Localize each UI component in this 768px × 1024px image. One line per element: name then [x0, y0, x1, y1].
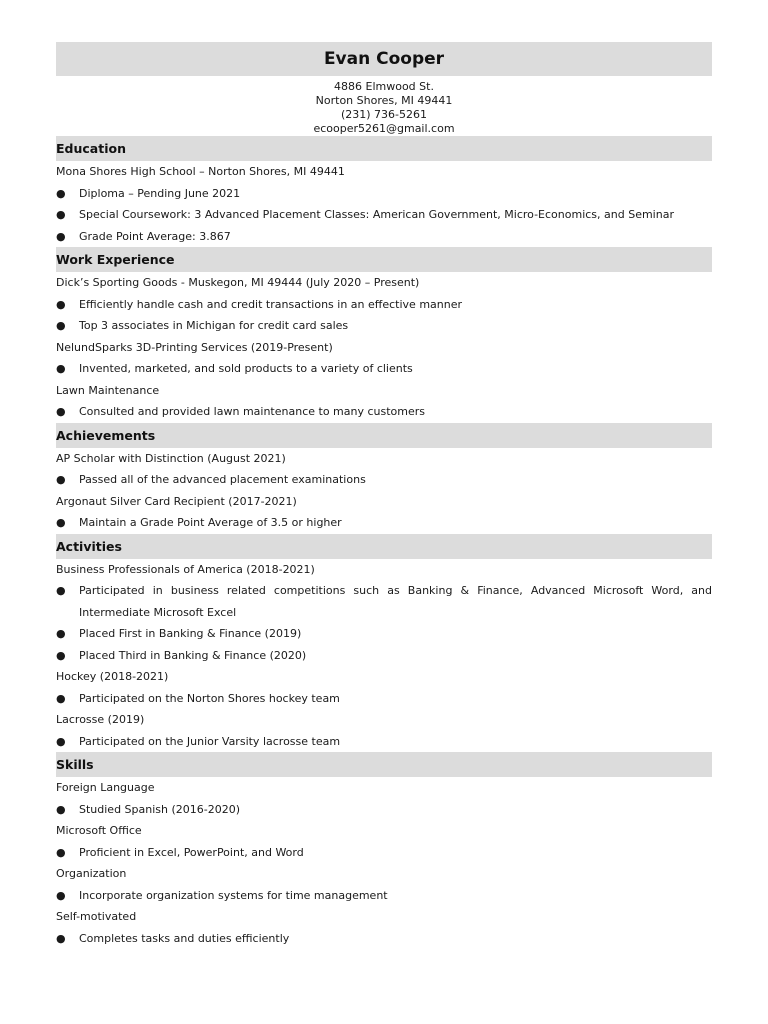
resume-page — [56, 42, 712, 949]
entry-title: Foreign Language — [56, 781, 155, 794]
entry-title: Business Professionals of America (2018-2021) — [56, 562, 315, 576]
list-item: ● Consulted and provided lawn maintenance to many customers — [56, 401, 712, 423]
list-item: ● Efficiently handle cash and credit transactions in an effective manner — [56, 294, 712, 316]
list-item: ● Special Coursework: 3 Advanced Placement Classes: American Government, Micro-Economics, and Seminar — [56, 204, 712, 226]
name-header-bar — [56, 42, 712, 76]
bullet-icon: ● — [56, 691, 66, 705]
bullet-icon: ● — [56, 888, 66, 902]
entry-title: Hockey (2018-2021) — [56, 670, 169, 683]
phone-number: (231) 736-5261 — [340, 108, 428, 121]
bullet-icon: ● — [56, 208, 66, 221]
candidate-name: Evan Cooper — [323, 49, 445, 69]
list-item: ● Participated on the Junior Varsity lacrosse team — [56, 731, 712, 753]
entry-title: NelundSparks 3D-Printing Services (2019-Present) — [56, 340, 333, 354]
entry-title: Lacrosse (2019) — [56, 713, 145, 726]
bullet-icon: ● — [56, 473, 66, 486]
address-line-2: Norton Shores, MI 49441 — [315, 94, 453, 107]
section-heading-work-experience: Work Experience — [56, 247, 712, 272]
list-item: ● Grade Point Average: 3.867 — [56, 226, 712, 248]
section-heading-skills: Skills — [56, 752, 712, 777]
bullet-icon: ● — [56, 229, 66, 243]
entry-title: Mona Shores High School – Norton Shores, MI 49441 — [56, 165, 345, 178]
bullet-icon: ● — [56, 405, 66, 418]
entry-title: Self-motivated — [56, 910, 137, 923]
bullet-icon: ● — [56, 186, 66, 200]
entry-title: Dick’s Sporting Goods - Muskegon, MI 49444 (July 2020 – Present) — [56, 276, 420, 289]
list-item: ● Diploma – Pending June 2021 — [56, 183, 712, 205]
bullet-icon: ● — [56, 931, 66, 945]
list-item: ● Incorporate organization systems for time management — [56, 885, 712, 907]
bullet-icon: ● — [56, 362, 66, 375]
list-item: ● Placed Third in Banking & Finance (2020) — [56, 645, 712, 667]
list-item: ● Studied Spanish (2016-2020) — [56, 799, 712, 821]
section-heading-activities: Activities — [56, 534, 712, 559]
list-item: ● Participated on the Norton Shores hockey team — [56, 688, 712, 710]
bullet-icon: ● — [56, 845, 66, 859]
bullet-icon: ● — [56, 584, 66, 597]
bullet-icon: ● — [56, 627, 66, 640]
list-item: ● Placed First in Banking & Finance (2019) — [56, 623, 712, 645]
list-item: ● Proficient in Excel, PowerPoint, and Word — [56, 842, 712, 864]
entry-title: Organization — [56, 867, 127, 880]
list-item: ● Top 3 associates in Michigan for credit card sales — [56, 315, 712, 337]
email-address: ecooper5261@gmail.com — [313, 122, 455, 135]
bullet-icon: ● — [56, 648, 66, 662]
list-item: ● Maintain a Grade Point Average of 3.5 or higher — [56, 512, 712, 534]
bullet-icon: ● — [56, 516, 66, 529]
list-item: ● Invented, marketed, and sold products to a variety of clients — [56, 358, 712, 380]
bullet-icon: ● — [56, 319, 66, 332]
section-heading-education: Education — [56, 136, 712, 161]
bullet-icon: ● — [56, 297, 66, 311]
entry-title: Microsoft Office — [56, 824, 142, 837]
section-heading-achievements: Achievements — [56, 423, 712, 448]
list-item: ● Participated in business related competitions such as Banking & Finance, Advanced Microsoft Word, and Intermediate Microsoft Excel — [56, 580, 712, 623]
address-line-1: 4886 Elmwood St. — [334, 80, 434, 93]
bullet-icon: ● — [56, 734, 66, 748]
list-item: ● Completes tasks and duties efficiently — [56, 928, 712, 950]
list-item: ● Passed all of the advanced placement examinations — [56, 469, 712, 491]
entry-title: Lawn Maintenance — [56, 383, 160, 397]
entry-title: AP Scholar with Distinction (August 2021) — [56, 451, 286, 465]
entry-title: Argonaut Silver Card Recipient (2017-2021) — [56, 494, 297, 508]
contact-block — [56, 76, 712, 136]
bullet-icon: ● — [56, 802, 66, 816]
